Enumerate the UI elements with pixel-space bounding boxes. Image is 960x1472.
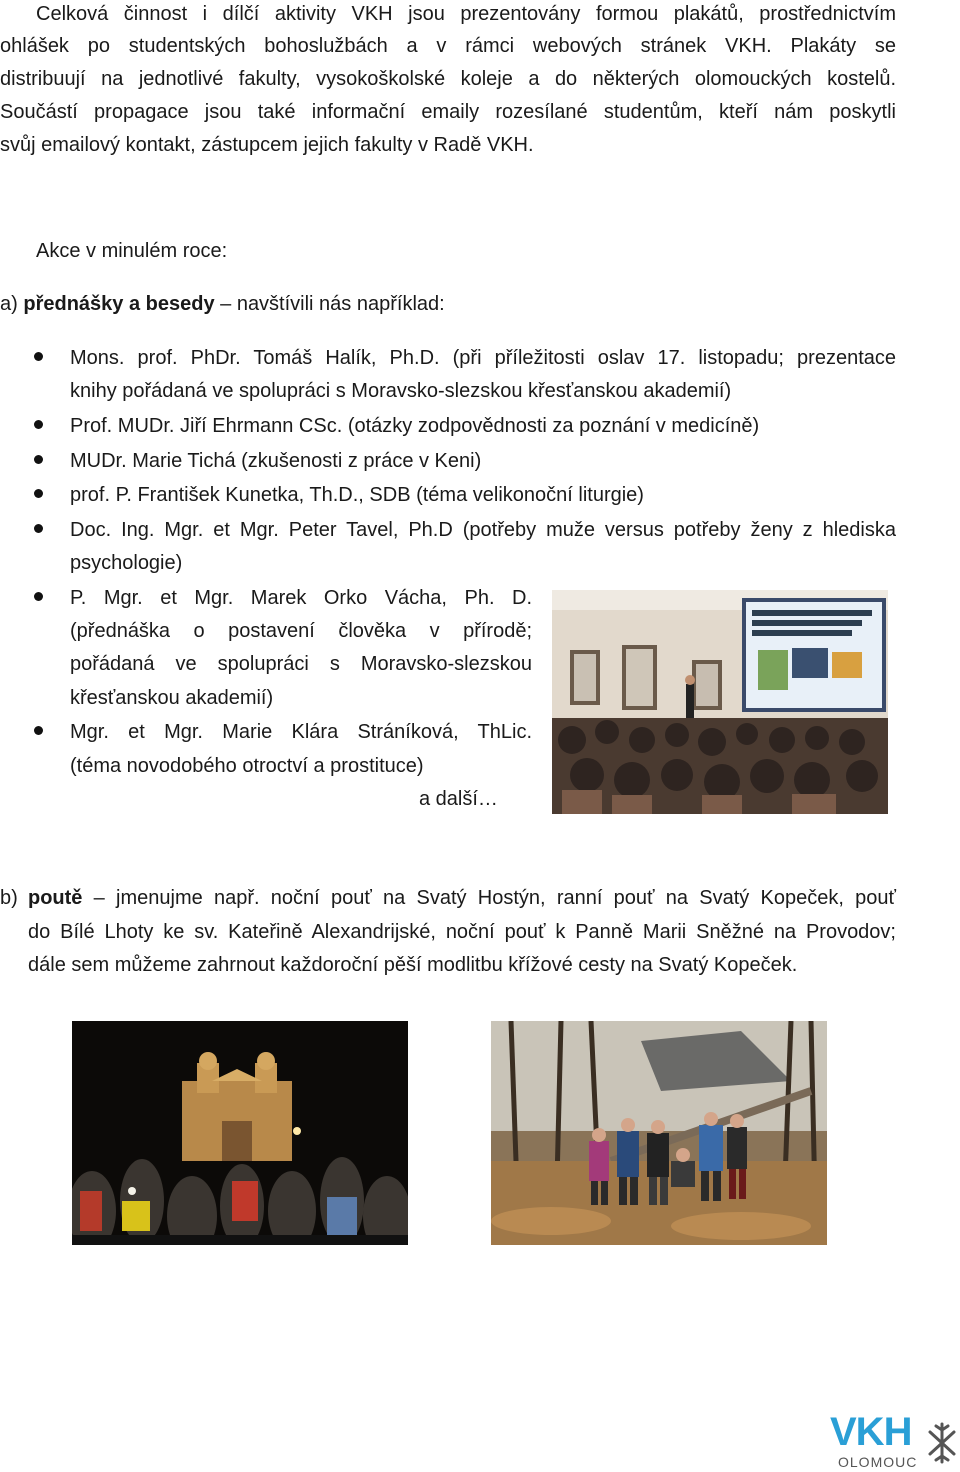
section-b-rest: – jmenujme např. noční pouť na Svatý Hostýn, ranní pouť na Svatý Kopeček, pouť [82, 887, 896, 909]
list-item-line: křesťanskou akademií) [70, 687, 274, 709]
bullet-icon [34, 455, 43, 464]
list-item-line: pořádaná ve spolupráci s Moravsko-slezskou [70, 653, 532, 675]
list-item-line: (téma novodobého otroctví a prostituce) [70, 755, 424, 777]
vkh-logo [828, 1410, 960, 1472]
list-item-line: psychologie) [70, 552, 183, 574]
section-b-line: dále sem můžeme zahrnout každoroční pěší modlitbu křížové cesty na Svatý Kopeček. [28, 954, 798, 976]
bullet-icon [34, 420, 43, 429]
logo-main-text: VKH [830, 1410, 912, 1454]
more-label: a další… [419, 788, 498, 810]
bullet-icon [34, 352, 43, 361]
section-a-heading [0, 292, 445, 316]
intro-line: distribuují na jednotlivé fakulty, vysokoškolské koleje a do některých olomouckých kostelů. [0, 68, 896, 90]
section-b-marker: b) [0, 887, 18, 909]
list-item: Prof. MUDr. Jiří Ehrmann CSc. (otázky zodpovědnosti za poznání v medicíně) [70, 415, 760, 437]
list-item: prof. P. František Kunetka, Th.D., SDB (téma velikonoční liturgie) [70, 484, 644, 506]
bullet-icon [34, 489, 43, 498]
section-a-marker: a) [0, 293, 18, 315]
list-item: MUDr. Marie Tichá (zkušenosti z práce v Keni) [70, 450, 482, 472]
section-b-line [28, 886, 896, 910]
list-item: P. Mgr. et Mgr. Marek Orko Vácha, Ph. D. [70, 587, 532, 609]
section-b-line: do Bílé Lhoty ke sv. Kateřině Alexandrijské, noční pouť k Panně Marii Sněžné na Provodov; [28, 921, 896, 943]
intro-line: svůj emailový kontakt, zástupcem jejich fakulty v Radě VKH. [0, 134, 534, 156]
lecture-hall-photo [552, 590, 888, 814]
forest-pilgrimage-photo [491, 1021, 827, 1245]
section-a-title: přednášky a besedy [23, 293, 215, 315]
section-b-title: poutě [28, 887, 83, 909]
night-pilgrimage-photo [72, 1021, 408, 1245]
bullet-icon [34, 726, 43, 735]
list-item-line: knihy pořádaná ve spolupráci s Moravsko-slezskou křesťanskou akademií) [70, 380, 732, 402]
logo-sub-text: OLOMOUC [838, 1454, 918, 1470]
section-a-rest: – navštívili nás například: [214, 293, 445, 315]
intro-line: ohlášek po studentských bohoslužbách a v rámci webových stránek VKH. Plakáty se [0, 35, 896, 57]
bullet-icon [34, 592, 43, 601]
list-item: Mgr. et Mgr. Marie Klára Stráníková, ThLic. [70, 721, 532, 743]
list-item-line: (přednáška o postavení člověka v přírodě; [70, 620, 532, 642]
list-item: Doc. Ing. Mgr. et Mgr. Peter Tavel, Ph.D (potřeby muže versus potřeby ženy z hlediska [70, 519, 896, 541]
intro-line: Celková činnost i dílčí aktivity VKH jsou prezentovány formou plakátů, prostřednictvím [36, 3, 896, 25]
snowflake-icon [926, 1420, 958, 1466]
intro-line: Součástí propagace jsou také informační emaily rozesílané studentům, kteří nám poskytli [0, 101, 896, 123]
section-heading: Akce v minulém roce: [36, 240, 228, 262]
bullet-icon [34, 524, 43, 533]
list-item: Mons. prof. PhDr. Tomáš Halík, Ph.D. (při příležitosti oslav 17. listopadu; prezentace [70, 347, 896, 369]
